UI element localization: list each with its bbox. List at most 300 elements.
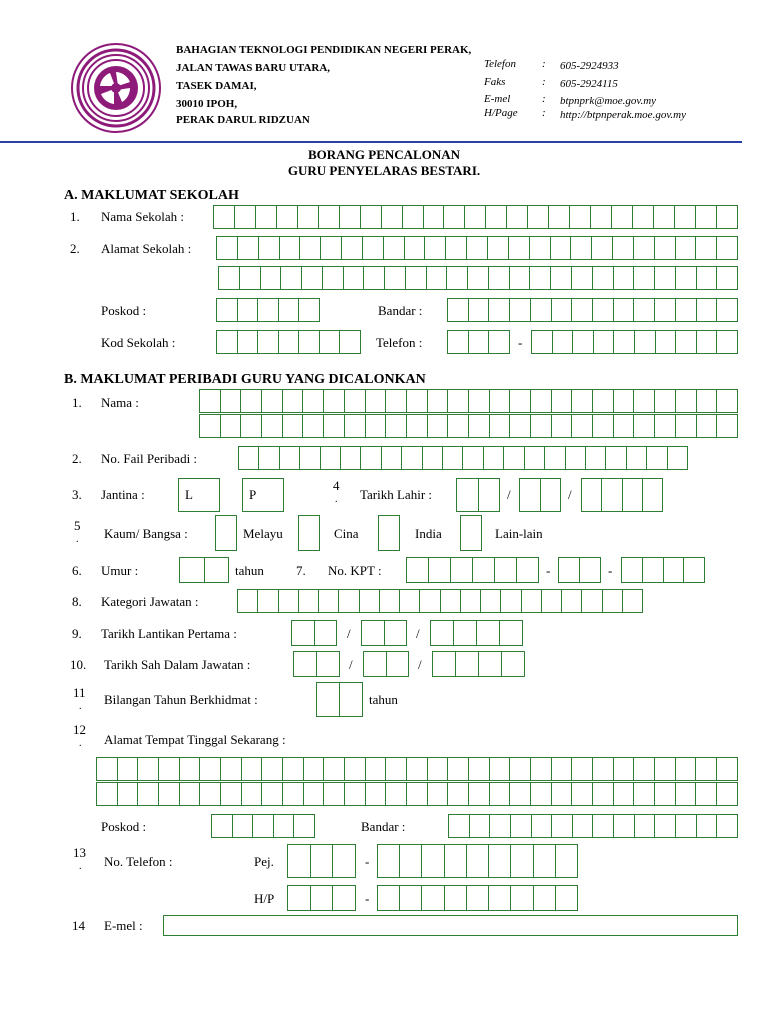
no-fail-field[interactable] xyxy=(238,446,688,470)
umur-field[interactable] xyxy=(179,557,229,583)
char-cell[interactable] xyxy=(158,783,179,805)
char-cell[interactable] xyxy=(341,237,362,259)
char-cell[interactable] xyxy=(468,758,489,780)
char-cell[interactable] xyxy=(298,331,319,353)
char-cell[interactable] xyxy=(255,206,276,228)
char-cell[interactable] xyxy=(653,206,674,228)
char-cell[interactable] xyxy=(323,390,344,412)
char-cell[interactable] xyxy=(571,758,592,780)
char-cell[interactable] xyxy=(310,886,333,910)
char-cell[interactable] xyxy=(654,415,675,437)
char-cell[interactable] xyxy=(406,758,427,780)
telefon-pej-area-field[interactable] xyxy=(287,844,356,878)
char-cell[interactable] xyxy=(279,237,300,259)
char-cell[interactable] xyxy=(427,390,448,412)
telefon-hp-area-field[interactable] xyxy=(287,885,356,911)
char-cell[interactable] xyxy=(675,758,696,780)
char-cell[interactable] xyxy=(261,390,282,412)
char-cell[interactable] xyxy=(508,237,529,259)
alamat-sekolah-field-line-2[interactable] xyxy=(218,266,738,290)
char-cell[interactable] xyxy=(384,267,405,289)
char-cell[interactable] xyxy=(550,267,571,289)
char-cell[interactable] xyxy=(634,815,655,837)
char-cell[interactable] xyxy=(654,758,675,780)
char-cell[interactable] xyxy=(633,299,654,321)
char-cell[interactable] xyxy=(383,237,404,259)
char-cell[interactable] xyxy=(488,845,510,877)
char-cell[interactable] xyxy=(509,783,530,805)
char-cell[interactable] xyxy=(237,299,258,321)
char-cell[interactable] xyxy=(654,267,675,289)
char-cell[interactable] xyxy=(551,299,572,321)
char-cell[interactable] xyxy=(530,758,551,780)
char-cell[interactable] xyxy=(421,845,443,877)
char-cell[interactable] xyxy=(622,590,642,612)
char-cell[interactable] xyxy=(316,652,339,676)
char-cell[interactable] xyxy=(406,783,427,805)
char-cell[interactable] xyxy=(613,331,634,353)
lantikan-month-field[interactable] xyxy=(361,620,407,646)
char-cell[interactable] xyxy=(422,447,442,469)
char-cell[interactable] xyxy=(449,815,469,837)
char-cell[interactable] xyxy=(317,683,339,716)
kaum-lain-checkbox[interactable] xyxy=(460,515,482,551)
char-cell[interactable] xyxy=(278,331,299,353)
char-cell[interactable] xyxy=(716,237,737,259)
char-cell[interactable] xyxy=(399,845,421,877)
char-cell[interactable] xyxy=(424,237,445,259)
char-cell[interactable] xyxy=(716,267,737,289)
char-cell[interactable] xyxy=(97,783,117,805)
char-cell[interactable] xyxy=(258,447,278,469)
char-cell[interactable] xyxy=(716,415,737,437)
char-cell[interactable] xyxy=(571,267,592,289)
char-cell[interactable] xyxy=(695,758,716,780)
char-cell[interactable] xyxy=(238,590,257,612)
char-cell[interactable] xyxy=(440,590,460,612)
char-cell[interactable] xyxy=(214,206,234,228)
char-cell[interactable] xyxy=(280,267,301,289)
telefon-pej-number-field[interactable] xyxy=(377,844,578,878)
char-cell[interactable] xyxy=(219,267,239,289)
char-cell[interactable] xyxy=(450,558,472,582)
char-cell[interactable] xyxy=(431,621,453,645)
char-cell[interactable] xyxy=(260,267,281,289)
char-cell[interactable] xyxy=(217,331,237,353)
poskod-field[interactable] xyxy=(216,298,320,322)
char-cell[interactable] xyxy=(716,758,737,780)
char-cell[interactable] xyxy=(469,815,490,837)
char-cell[interactable] xyxy=(544,447,564,469)
char-cell[interactable] xyxy=(365,783,386,805)
lantikan-day-field[interactable] xyxy=(291,620,337,646)
char-cell[interactable] xyxy=(385,758,406,780)
char-cell[interactable] xyxy=(320,237,341,259)
char-cell[interactable] xyxy=(716,206,737,228)
char-cell[interactable] xyxy=(488,886,510,910)
char-cell[interactable] xyxy=(282,758,303,780)
char-cell[interactable] xyxy=(323,783,344,805)
char-cell[interactable] xyxy=(489,758,510,780)
char-cell[interactable] xyxy=(527,206,548,228)
char-cell[interactable] xyxy=(385,415,406,437)
char-cell[interactable] xyxy=(217,237,237,259)
char-cell[interactable] xyxy=(297,206,318,228)
char-cell[interactable] xyxy=(592,758,613,780)
char-cell[interactable] xyxy=(232,815,253,837)
char-cell[interactable] xyxy=(360,206,381,228)
char-cell[interactable] xyxy=(447,758,468,780)
char-cell[interactable] xyxy=(530,783,551,805)
char-cell[interactable] xyxy=(447,390,468,412)
char-cell[interactable] xyxy=(613,815,634,837)
char-cell[interactable] xyxy=(655,331,676,353)
char-cell[interactable] xyxy=(509,415,530,437)
char-cell[interactable] xyxy=(633,237,654,259)
char-cell[interactable] xyxy=(675,299,696,321)
char-cell[interactable] xyxy=(428,558,450,582)
char-cell[interactable] xyxy=(613,758,634,780)
char-cell[interactable] xyxy=(323,758,344,780)
char-cell[interactable] xyxy=(530,415,551,437)
char-cell[interactable] xyxy=(301,267,322,289)
char-cell[interactable] xyxy=(288,886,310,910)
no-kpt-part-3-field[interactable] xyxy=(621,557,705,583)
nama-field-line-2[interactable] xyxy=(199,414,738,438)
char-cell[interactable] xyxy=(360,447,380,469)
char-cell[interactable] xyxy=(448,331,468,353)
char-cell[interactable] xyxy=(466,886,488,910)
telefon-hp-number-field[interactable] xyxy=(377,885,578,911)
char-cell[interactable] xyxy=(332,886,355,910)
char-cell[interactable] xyxy=(421,886,443,910)
char-cell[interactable] xyxy=(571,783,592,805)
char-cell[interactable] xyxy=(427,758,448,780)
char-cell[interactable] xyxy=(696,815,717,837)
char-cell[interactable] xyxy=(318,590,338,612)
char-cell[interactable] xyxy=(642,479,662,511)
char-cell[interactable] xyxy=(667,447,687,469)
bilangan-field[interactable] xyxy=(316,682,363,717)
char-cell[interactable] xyxy=(613,415,634,437)
char-cell[interactable] xyxy=(478,479,500,511)
char-cell[interactable] xyxy=(338,590,358,612)
char-cell[interactable] xyxy=(261,783,282,805)
char-cell[interactable] xyxy=(419,590,439,612)
char-cell[interactable] xyxy=(319,331,340,353)
char-cell[interactable] xyxy=(716,331,737,353)
char-cell[interactable] xyxy=(675,267,696,289)
alamat-tinggal-field-line-1[interactable] xyxy=(96,757,738,781)
char-cell[interactable] xyxy=(406,390,427,412)
char-cell[interactable] xyxy=(488,331,509,353)
char-cell[interactable] xyxy=(299,237,320,259)
char-cell[interactable] xyxy=(339,331,360,353)
char-cell[interactable] xyxy=(460,590,480,612)
char-cell[interactable] xyxy=(276,206,297,228)
char-cell[interactable] xyxy=(675,331,696,353)
char-cell[interactable] xyxy=(220,758,241,780)
char-cell[interactable] xyxy=(468,331,489,353)
char-cell[interactable] xyxy=(602,590,622,612)
char-cell[interactable] xyxy=(466,237,487,259)
char-cell[interactable] xyxy=(674,206,695,228)
nama-sekolah-field[interactable] xyxy=(213,205,738,229)
char-cell[interactable] xyxy=(571,415,592,437)
char-cell[interactable] xyxy=(399,590,419,612)
char-cell[interactable] xyxy=(379,590,399,612)
char-cell[interactable] xyxy=(622,479,642,511)
char-cell[interactable] xyxy=(509,758,530,780)
char-cell[interactable] xyxy=(322,267,343,289)
char-cell[interactable] xyxy=(401,447,421,469)
char-cell[interactable] xyxy=(288,845,310,877)
char-cell[interactable] xyxy=(179,783,200,805)
char-cell[interactable] xyxy=(468,390,489,412)
char-cell[interactable] xyxy=(423,206,444,228)
char-cell[interactable] xyxy=(365,758,386,780)
char-cell[interactable] xyxy=(565,447,585,469)
char-cell[interactable] xyxy=(642,558,663,582)
char-cell[interactable] xyxy=(532,331,552,353)
char-cell[interactable] xyxy=(613,783,634,805)
char-cell[interactable] xyxy=(500,590,520,612)
no-kpt-part-1-field[interactable] xyxy=(406,557,539,583)
char-cell[interactable] xyxy=(385,390,406,412)
char-cell[interactable] xyxy=(448,299,468,321)
char-cell[interactable] xyxy=(252,815,273,837)
char-cell[interactable] xyxy=(530,299,551,321)
char-cell[interactable] xyxy=(632,206,653,228)
char-cell[interactable] xyxy=(561,590,581,612)
char-cell[interactable] xyxy=(592,267,613,289)
char-cell[interactable] xyxy=(540,479,561,511)
char-cell[interactable] xyxy=(445,237,466,259)
char-cell[interactable] xyxy=(579,558,600,582)
char-cell[interactable] xyxy=(257,299,278,321)
char-cell[interactable] xyxy=(427,783,448,805)
char-cell[interactable] xyxy=(344,390,365,412)
char-cell[interactable] xyxy=(716,390,737,412)
char-cell[interactable] xyxy=(551,758,572,780)
char-cell[interactable] xyxy=(572,815,593,837)
char-cell[interactable] xyxy=(613,267,634,289)
kaum-melayu-checkbox[interactable] xyxy=(215,515,237,551)
char-cell[interactable] xyxy=(555,845,577,877)
char-cell[interactable] xyxy=(529,267,550,289)
char-cell[interactable] xyxy=(626,447,646,469)
char-cell[interactable] xyxy=(675,237,696,259)
char-cell[interactable] xyxy=(675,783,696,805)
char-cell[interactable] xyxy=(240,415,261,437)
char-cell[interactable] xyxy=(510,845,532,877)
char-cell[interactable] xyxy=(386,652,409,676)
char-cell[interactable] xyxy=(696,390,717,412)
char-cell[interactable] xyxy=(220,390,241,412)
char-cell[interactable] xyxy=(530,390,551,412)
char-cell[interactable] xyxy=(220,415,241,437)
char-cell[interactable] xyxy=(654,299,675,321)
char-cell[interactable] xyxy=(258,237,279,259)
telefon-area-code-field[interactable] xyxy=(447,330,510,354)
char-cell[interactable] xyxy=(506,206,527,228)
char-cell[interactable] xyxy=(683,558,704,582)
char-cell[interactable] xyxy=(404,237,425,259)
char-cell[interactable] xyxy=(467,267,488,289)
char-cell[interactable] xyxy=(520,479,540,511)
tarikh-lahir-year-field[interactable] xyxy=(581,478,663,512)
char-cell[interactable] xyxy=(427,415,448,437)
char-cell[interactable] xyxy=(716,815,737,837)
char-cell[interactable] xyxy=(298,590,318,612)
char-cell[interactable] xyxy=(282,390,303,412)
char-cell[interactable] xyxy=(257,590,277,612)
char-cell[interactable] xyxy=(550,237,571,259)
char-cell[interactable] xyxy=(654,815,675,837)
char-cell[interactable] xyxy=(478,652,501,676)
char-cell[interactable] xyxy=(468,783,489,805)
char-cell[interactable] xyxy=(555,886,577,910)
char-cell[interactable] xyxy=(533,886,555,910)
char-cell[interactable] xyxy=(318,206,339,228)
char-cell[interactable] xyxy=(612,237,633,259)
char-cell[interactable] xyxy=(613,390,634,412)
char-cell[interactable] xyxy=(634,331,655,353)
char-cell[interactable] xyxy=(199,758,220,780)
alamat-tinggal-field-line-2[interactable] xyxy=(96,782,738,806)
char-cell[interactable] xyxy=(457,479,478,511)
char-cell[interactable] xyxy=(551,783,572,805)
char-cell[interactable] xyxy=(696,267,717,289)
char-cell[interactable] xyxy=(489,415,510,437)
char-cell[interactable] xyxy=(365,415,386,437)
char-cell[interactable] xyxy=(314,621,337,645)
char-cell[interactable] xyxy=(592,815,613,837)
char-cell[interactable] xyxy=(695,206,716,228)
char-cell[interactable] xyxy=(446,267,467,289)
char-cell[interactable] xyxy=(521,590,541,612)
char-cell[interactable] xyxy=(613,299,634,321)
char-cell[interactable] xyxy=(468,415,489,437)
char-cell[interactable] xyxy=(551,815,572,837)
emel-field[interactable] xyxy=(163,915,738,936)
char-cell[interactable] xyxy=(294,652,316,676)
char-cell[interactable] xyxy=(199,783,220,805)
char-cell[interactable] xyxy=(239,267,260,289)
char-cell[interactable] xyxy=(97,758,117,780)
char-cell[interactable] xyxy=(696,299,717,321)
char-cell[interactable] xyxy=(488,267,509,289)
char-cell[interactable] xyxy=(480,590,500,612)
lantikan-year-field[interactable] xyxy=(430,620,523,646)
char-cell[interactable] xyxy=(332,845,355,877)
char-cell[interactable] xyxy=(559,558,579,582)
char-cell[interactable] xyxy=(339,683,362,716)
char-cell[interactable] xyxy=(200,390,220,412)
sah-day-field[interactable] xyxy=(293,651,340,677)
char-cell[interactable] xyxy=(601,479,621,511)
char-cell[interactable] xyxy=(622,558,642,582)
char-cell[interactable] xyxy=(572,331,593,353)
char-cell[interactable] xyxy=(278,590,298,612)
telefon-number-field[interactable] xyxy=(531,330,738,354)
char-cell[interactable] xyxy=(531,815,552,837)
char-cell[interactable] xyxy=(200,415,220,437)
char-cell[interactable] xyxy=(509,299,530,321)
char-cell[interactable] xyxy=(675,415,696,437)
char-cell[interactable] xyxy=(117,758,138,780)
char-cell[interactable] xyxy=(299,447,319,469)
tarikh-lahir-day-field[interactable] xyxy=(456,478,500,512)
char-cell[interactable] xyxy=(654,783,675,805)
char-cell[interactable] xyxy=(590,206,611,228)
char-cell[interactable] xyxy=(293,815,314,837)
char-cell[interactable] xyxy=(569,206,590,228)
char-cell[interactable] xyxy=(592,299,613,321)
char-cell[interactable] xyxy=(444,886,466,910)
char-cell[interactable] xyxy=(675,815,696,837)
char-cell[interactable] xyxy=(282,783,303,805)
char-cell[interactable] xyxy=(695,237,716,259)
char-cell[interactable] xyxy=(633,415,654,437)
char-cell[interactable] xyxy=(278,299,299,321)
char-cell[interactable] xyxy=(158,758,179,780)
char-cell[interactable] xyxy=(510,886,532,910)
char-cell[interactable] xyxy=(499,621,522,645)
char-cell[interactable] xyxy=(548,206,569,228)
char-cell[interactable] xyxy=(716,299,737,321)
char-cell[interactable] xyxy=(443,206,464,228)
char-cell[interactable] xyxy=(533,845,555,877)
char-cell[interactable] xyxy=(633,267,654,289)
char-cell[interactable] xyxy=(117,783,138,805)
char-cell[interactable] xyxy=(220,783,241,805)
char-cell[interactable] xyxy=(364,652,386,676)
char-cell[interactable] xyxy=(487,237,508,259)
char-cell[interactable] xyxy=(407,558,428,582)
char-cell[interactable] xyxy=(303,758,324,780)
char-cell[interactable] xyxy=(488,299,509,321)
char-cell[interactable] xyxy=(716,783,737,805)
char-cell[interactable] xyxy=(282,415,303,437)
char-cell[interactable] xyxy=(476,621,499,645)
char-cell[interactable] xyxy=(444,845,466,877)
char-cell[interactable] xyxy=(510,815,531,837)
char-cell[interactable] xyxy=(237,237,258,259)
char-cell[interactable] xyxy=(593,331,614,353)
char-cell[interactable] xyxy=(406,415,427,437)
char-cell[interactable] xyxy=(279,447,299,469)
char-cell[interactable] xyxy=(489,815,510,837)
char-cell[interactable] xyxy=(234,206,255,228)
char-cell[interactable] xyxy=(381,206,402,228)
char-cell[interactable] xyxy=(241,758,262,780)
kaum-india-checkbox[interactable] xyxy=(378,515,400,551)
char-cell[interactable] xyxy=(516,558,538,582)
char-cell[interactable] xyxy=(343,267,364,289)
char-cell[interactable] xyxy=(552,331,573,353)
char-cell[interactable] xyxy=(592,783,613,805)
char-cell[interactable] xyxy=(646,447,666,469)
char-cell[interactable] xyxy=(273,815,294,837)
char-cell[interactable] xyxy=(466,845,488,877)
alamat-sekolah-field-line-1[interactable] xyxy=(216,236,738,260)
char-cell[interactable] xyxy=(137,758,158,780)
char-cell[interactable] xyxy=(585,447,605,469)
char-cell[interactable] xyxy=(442,447,462,469)
char-cell[interactable] xyxy=(633,390,654,412)
char-cell[interactable] xyxy=(468,299,489,321)
